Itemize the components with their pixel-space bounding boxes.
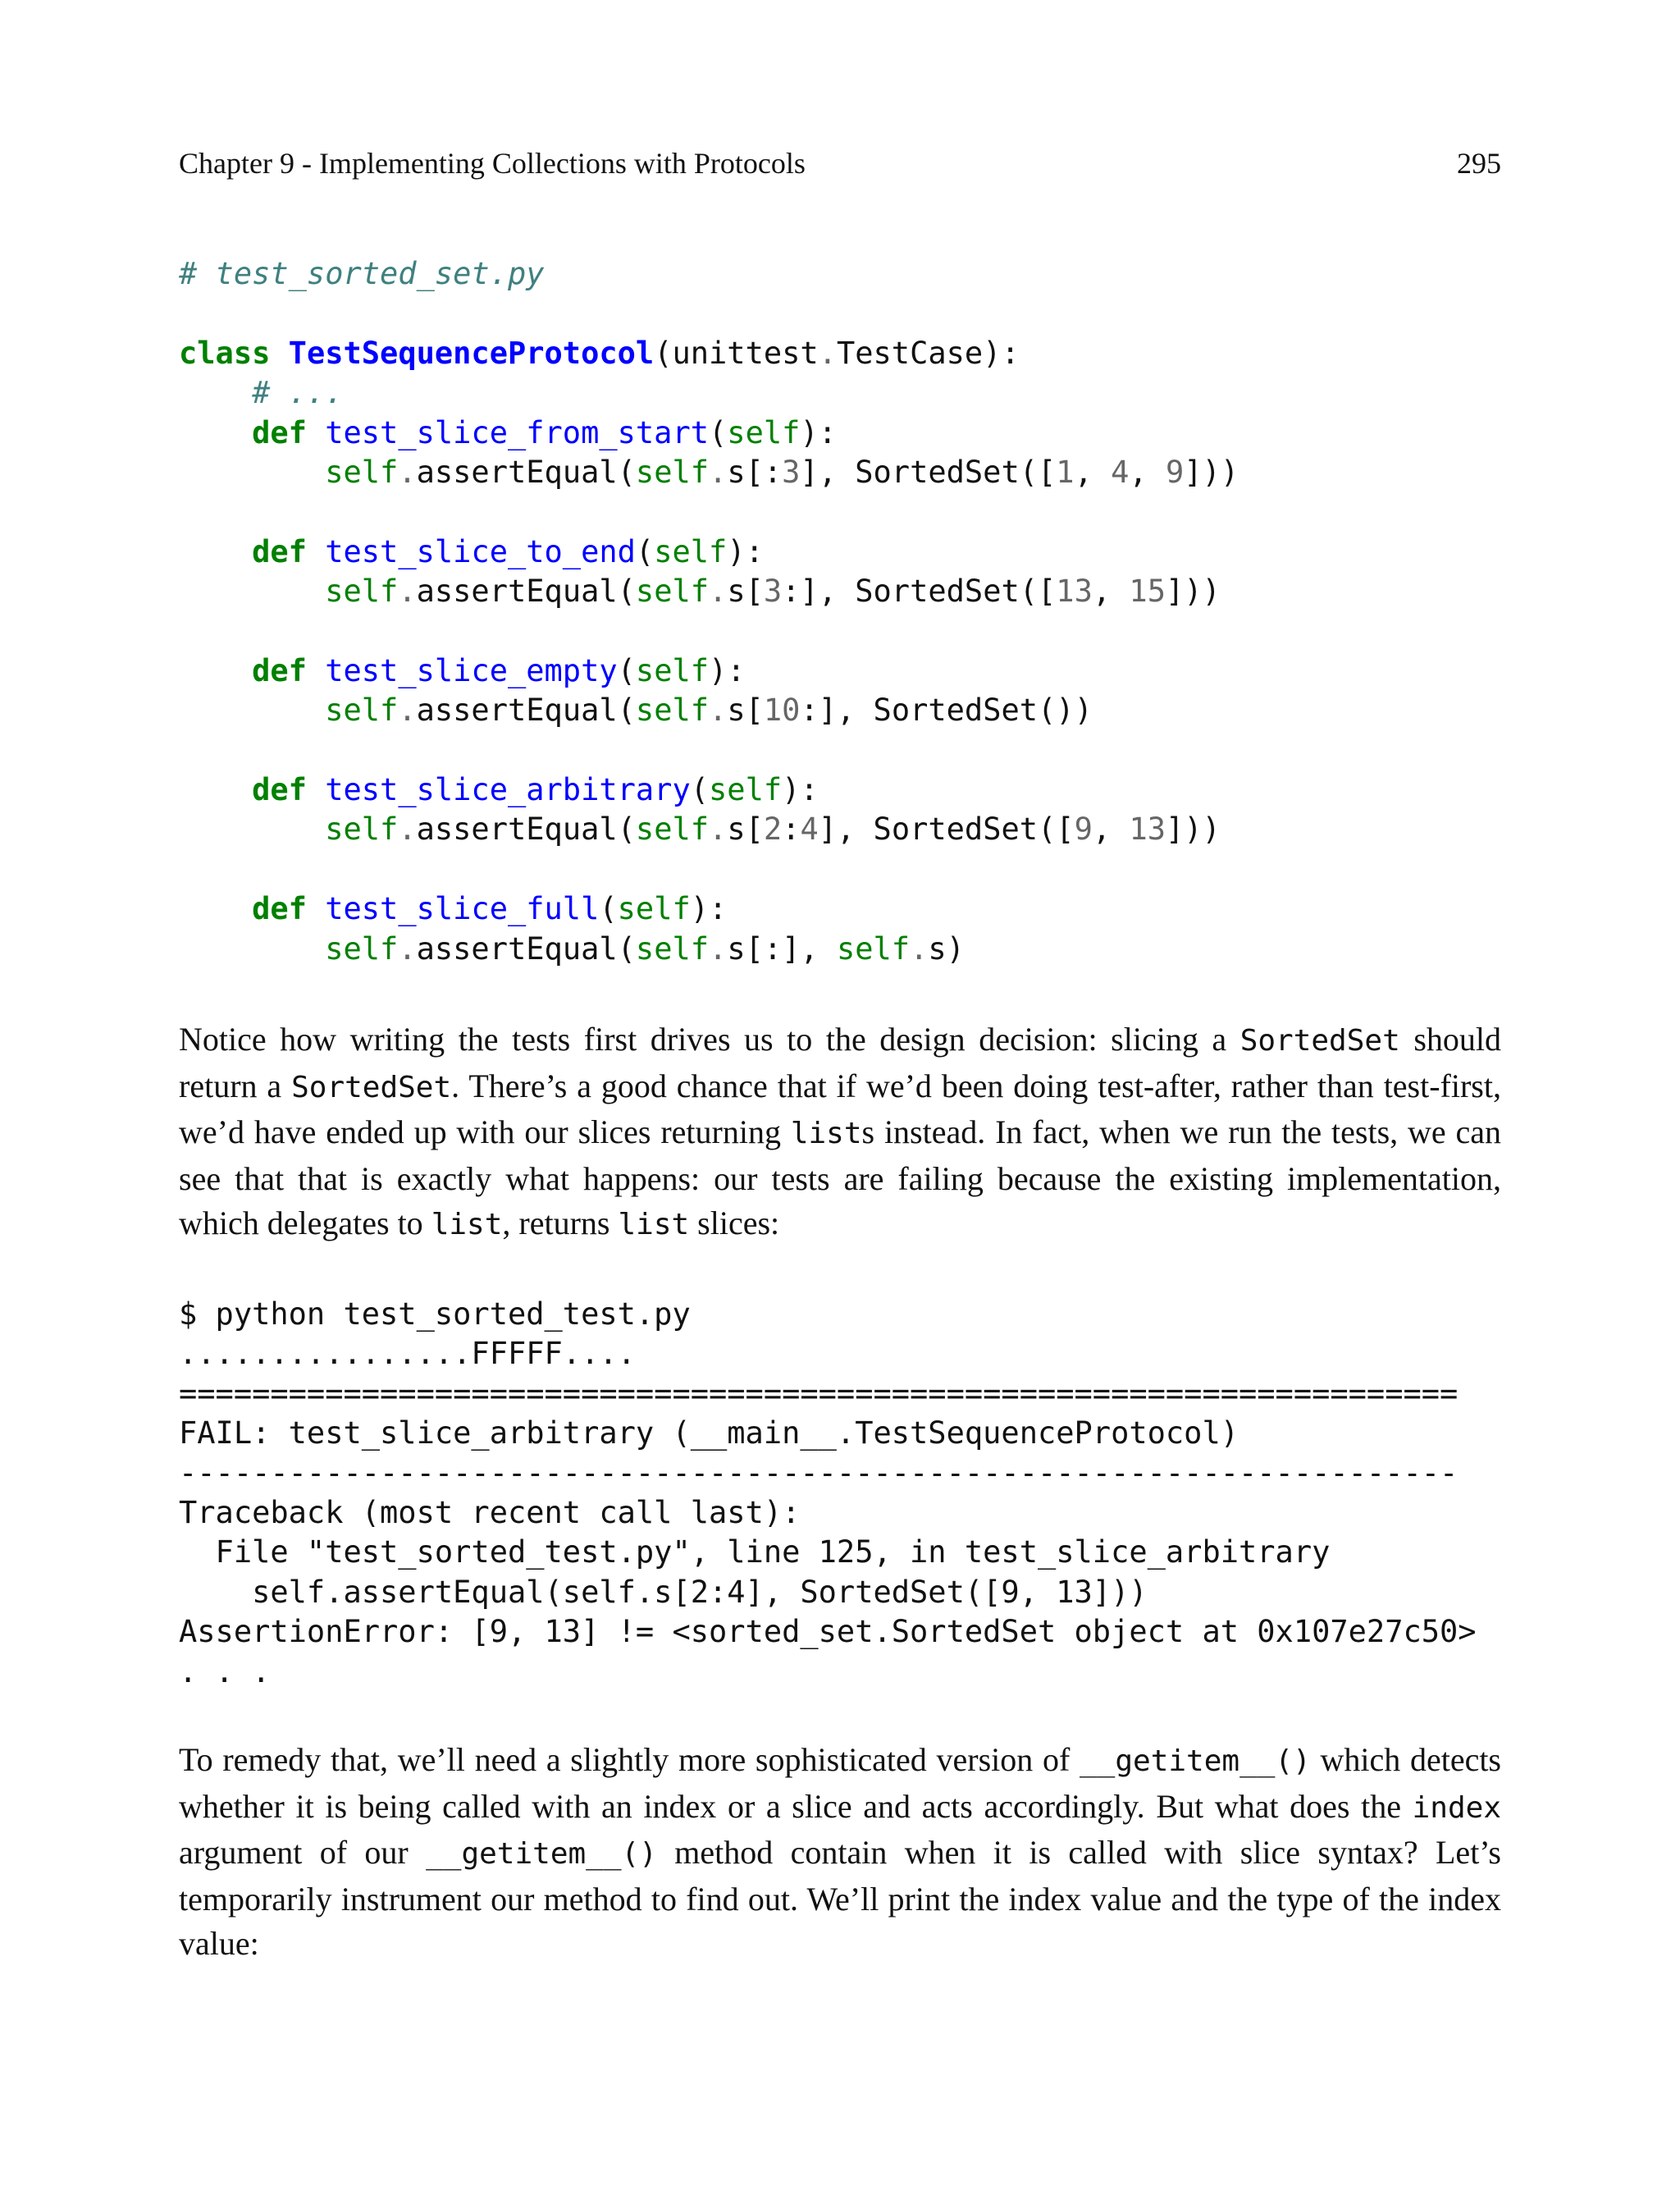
paragraph-text: . There’s a good chance that if we’d been doing test-after, rather than test-first, we’d have ended up with our slices returning [179, 1067, 1501, 1151]
code-text: assertEqual( [416, 574, 636, 610]
code-text: assertEqual( [416, 811, 636, 848]
code-text: , [1129, 454, 1166, 490]
terminal-line: ................FFFFF.... [179, 1336, 636, 1372]
code-text: assertEqual( [416, 693, 636, 729]
code-text: ])) [1184, 454, 1239, 490]
code-line [179, 850, 1239, 889]
chapter-title: Chapter 9 - Implementing Collections with Protocols [179, 147, 806, 180]
code-comment: # ... [252, 375, 344, 411]
code-self: self [727, 414, 801, 450]
code-function-name: test_slice_to_end [325, 533, 636, 569]
code-function-name: test_slice_empty [325, 652, 618, 688]
paragraph-text: Notice how writing the tests first drives us to the design decision: slicing a [179, 1021, 1240, 1058]
code-self: self [617, 891, 691, 927]
code-self: self [635, 930, 710, 967]
terminal-line: ---------------------------------------------------------------------- [179, 1455, 1459, 1491]
code-self: self [635, 693, 710, 729]
code-text: ], SortedSet([ [818, 811, 1075, 848]
code-text: ])) [1166, 811, 1221, 848]
code-class-name: TestSequenceProtocol [288, 335, 655, 371]
code-function-name: test_slice_full [325, 891, 600, 927]
code-text: ( [599, 891, 618, 927]
code-function-name: test_slice_arbitrary [325, 772, 691, 808]
code-number: 9 [1074, 811, 1093, 848]
code-line [179, 572, 1239, 611]
code-operator: . [398, 930, 417, 967]
code-comment: # test_sorted_set.py [179, 256, 545, 291]
code-self: self [635, 574, 710, 610]
code-number: 15 [1129, 574, 1166, 610]
code-number: 2 [763, 811, 783, 848]
code-self: self [635, 454, 710, 490]
code-operator: . [709, 454, 728, 490]
code-text: : [782, 811, 801, 848]
code-self: self [325, 811, 399, 848]
inline-code: __getitem__() [426, 1837, 657, 1872]
code-line [179, 612, 1239, 651]
code-text: s[:], [727, 930, 837, 967]
code-text: :], SortedSet([ [782, 574, 1057, 610]
inline-code: list [790, 1117, 862, 1151]
running-head [179, 146, 1501, 187]
code-operator: . [910, 930, 929, 967]
code-keyword: def [252, 414, 307, 450]
code-text: ): [690, 891, 728, 927]
code-operator: . [709, 811, 728, 848]
code-text: TestCase): [836, 335, 1020, 371]
code-number: 3 [782, 454, 801, 490]
code-operator: . [398, 811, 417, 848]
code-function-name: test_slice_from_start [325, 414, 710, 450]
paragraph-getitem [179, 1738, 1501, 1967]
code-text: :], SortedSet()) [800, 693, 1093, 729]
terminal-line: $ python test_sorted_test.py [179, 1296, 691, 1332]
code-number: 13 [1129, 811, 1166, 848]
code-text: ): [727, 533, 764, 569]
paragraph-test-first [179, 1017, 1501, 1248]
terminal-line: FAIL: test_slice_arbitrary (__main__.TestSequenceProtocol) [179, 1415, 1239, 1451]
code-self: self [709, 772, 783, 808]
terminal-line: Traceback (most recent call last): [179, 1494, 801, 1530]
paragraph-text: method contain when it is called with slice syntax? Let’s temporarily instrument our method to find out. We’ll print the index value and the type of the index value: [179, 1834, 1501, 1963]
code-self: self [325, 693, 399, 729]
code-self: self [325, 574, 399, 610]
page-number: 295 [1457, 147, 1501, 180]
code-keyword: def [252, 772, 307, 808]
code-text: assertEqual( [416, 454, 636, 490]
code-self: self [325, 454, 399, 490]
terminal-line: self.assertEqual(self.s[2:4], SortedSet([9, 13])) [179, 1574, 1148, 1610]
code-line [179, 373, 1239, 413]
code-keyword: class [179, 335, 271, 371]
code-text: ], SortedSet([ [800, 454, 1057, 490]
code-number: 4 [1111, 454, 1130, 490]
code-text: s[ [727, 574, 764, 610]
code-text: ])) [1165, 574, 1221, 610]
terminal-line: . . . [179, 1653, 271, 1689]
code-number: 9 [1165, 454, 1185, 490]
code-operator: . [398, 574, 417, 610]
code-line [179, 810, 1239, 849]
code-self: self [635, 811, 710, 848]
paragraph-text: To remedy that, we’ll need a slightly more sophisticated version of [179, 1741, 1080, 1778]
code-text: s[ [727, 693, 764, 729]
code-text: ( [690, 772, 710, 808]
inline-code: list [431, 1208, 503, 1242]
inline-code: __getitem__() [1080, 1744, 1311, 1778]
code-operator: . [818, 335, 837, 371]
inline-code: SortedSet [291, 1070, 452, 1104]
code-line [179, 453, 1239, 492]
inline-code: index [1412, 1790, 1501, 1825]
paragraph-text: slices: [689, 1204, 780, 1242]
code-text: ( [709, 414, 728, 450]
paragraph-text: should return a [179, 1021, 1501, 1104]
code-operator: . [709, 930, 728, 967]
code-text: (unittest [654, 335, 819, 371]
code-line [179, 334, 1239, 373]
code-line [179, 691, 1239, 730]
code-text: ( [617, 652, 636, 688]
code-line [179, 414, 1239, 453]
code-keyword: def [252, 891, 307, 927]
code-block-test-output [179, 1295, 1477, 1692]
code-operator: . [398, 454, 417, 490]
code-text: , [1074, 454, 1112, 490]
code-number: 4 [800, 811, 819, 848]
code-block-test-sorted-set [179, 254, 1239, 969]
paragraph-text: s instead. In fact, when we run the tests, we can see that that is exactly what happens: our tests are failing because the existing implementation, which delegates to [179, 1113, 1502, 1242]
code-line [179, 254, 1239, 294]
code-text: s) [928, 930, 965, 967]
code-line [179, 533, 1239, 572]
code-number: 1 [1056, 454, 1075, 490]
code-number: 13 [1056, 574, 1093, 610]
code-operator: . [709, 693, 728, 729]
code-text: assertEqual( [416, 930, 636, 967]
code-self: self [325, 930, 399, 967]
code-text: ): [782, 772, 819, 808]
code-text: s[ [727, 811, 764, 848]
code-operator: . [398, 693, 417, 729]
code-self: self [635, 652, 710, 688]
code-text: s[: [727, 454, 783, 490]
terminal-line: File "test_sorted_test.py", line 125, in test_slice_arbitrary [179, 1534, 1331, 1570]
code-line [179, 731, 1239, 770]
code-line [179, 492, 1239, 532]
code-text: ): [800, 414, 837, 450]
terminal-line: ====================================================================== [179, 1375, 1459, 1411]
code-line [179, 889, 1239, 929]
code-self: self [836, 930, 911, 967]
code-line [179, 651, 1239, 691]
code-keyword: def [252, 533, 307, 569]
paragraph-text: , returns [502, 1204, 619, 1242]
code-line [179, 930, 1239, 969]
code-text: , [1092, 811, 1130, 848]
code-text: ): [709, 652, 746, 688]
code-self: self [654, 533, 728, 569]
code-operator: . [709, 574, 728, 610]
inline-code: SortedSet [1239, 1024, 1400, 1058]
code-number: 10 [763, 693, 801, 729]
code-text: ( [635, 533, 655, 569]
code-line [179, 770, 1239, 810]
paragraph-text: which detects whether it is being called with an index or a slice and acts accordingly. But what does the [179, 1741, 1502, 1825]
code-text: , [1092, 574, 1130, 610]
code-number: 3 [763, 574, 783, 610]
paragraph-text: argument of our [179, 1834, 427, 1872]
code-keyword: def [252, 652, 307, 688]
inline-code: list [618, 1208, 690, 1242]
code-line [179, 294, 1239, 333]
terminal-line: AssertionError: [9, 13] != <sorted_set.SortedSet object at 0x107e27c50> [179, 1614, 1477, 1650]
